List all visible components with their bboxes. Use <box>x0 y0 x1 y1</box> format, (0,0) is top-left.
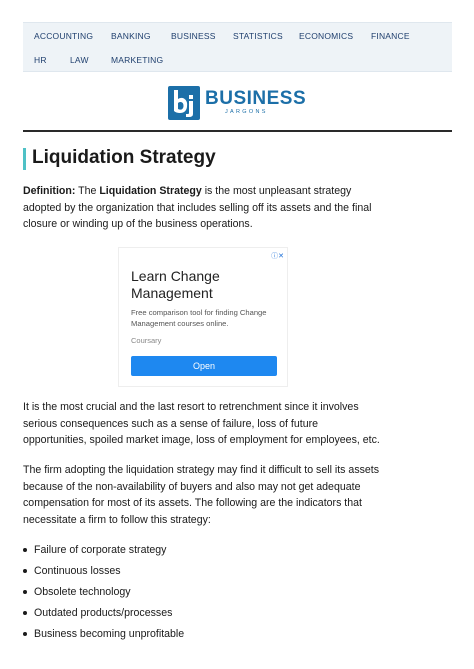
ad-choices-icon[interactable]: ⓘ✕ <box>271 253 284 260</box>
logo-mark-icon <box>168 86 200 120</box>
definition-text: is the most unpleasant strategy adopted by the organization that includes selling off its assets and the final closure or winding up of the business operations. <box>23 185 372 231</box>
ad-title[interactable]: Learn Change Management <box>131 268 220 301</box>
top-nav <box>23 22 452 72</box>
list-item: Continuous losses <box>23 563 383 584</box>
page-title: Liquidation Strategy <box>32 147 216 168</box>
nav-item-marketing[interactable]: MARKETING <box>111 55 164 65</box>
advertisement[interactable] <box>118 247 288 387</box>
definition-label: Definition: <box>23 185 76 197</box>
ad-source: Coursary <box>131 336 162 345</box>
logo-wordmark: BUSINESS <box>205 88 307 109</box>
list-item: Obsolete technology <box>23 584 383 605</box>
nav-item-economics[interactable]: ECONOMICS <box>299 31 354 41</box>
ad-description: Free comparison tool for finding Change Management courses online. <box>131 308 267 328</box>
paragraph-indicators: The firm adopting the liquidation strategy may find it difficult to sell its assets because of the non-availability of buyers and also may not get adequate compensation for most of its assets. The following are the indicators that necessitate a firm to follow this strategy: <box>23 464 380 527</box>
nav-item-banking[interactable]: BANKING <box>111 31 151 41</box>
header-divider <box>23 130 452 132</box>
list-item: Outdated products/processes <box>23 605 383 626</box>
definition-paragraph <box>23 183 383 233</box>
nav-item-accounting[interactable]: ACCOUNTING <box>34 31 94 41</box>
nav-item-finance[interactable]: FINANCE <box>371 31 410 41</box>
indicator-list <box>23 542 383 647</box>
nav-item-hr[interactable]: HR <box>34 55 47 65</box>
title-accent-bar <box>23 148 26 170</box>
nav-item-statistics[interactable]: STATISTICS <box>233 31 283 41</box>
list-item: Business becoming unprofitable <box>23 626 383 647</box>
nav-item-business[interactable]: BUSINESS <box>171 31 216 41</box>
list-item: Failure of corporate strategy <box>23 542 383 563</box>
ad-open-button[interactable]: Open <box>131 356 277 376</box>
paragraph-consequences: It is the most crucial and the last resort to retrenchment since it involves serious consequences such as a sense of failure, loss of future opportunities, spoiled market image, loss of employment for employees, etc. <box>23 401 380 447</box>
nav-item-law[interactable]: LAW <box>70 55 89 65</box>
definition-pre: The <box>75 185 100 197</box>
definition-term: Liquidation Strategy <box>99 185 202 197</box>
logo-subtitle: JARGONS <box>225 109 268 115</box>
site-logo[interactable] <box>168 86 313 120</box>
